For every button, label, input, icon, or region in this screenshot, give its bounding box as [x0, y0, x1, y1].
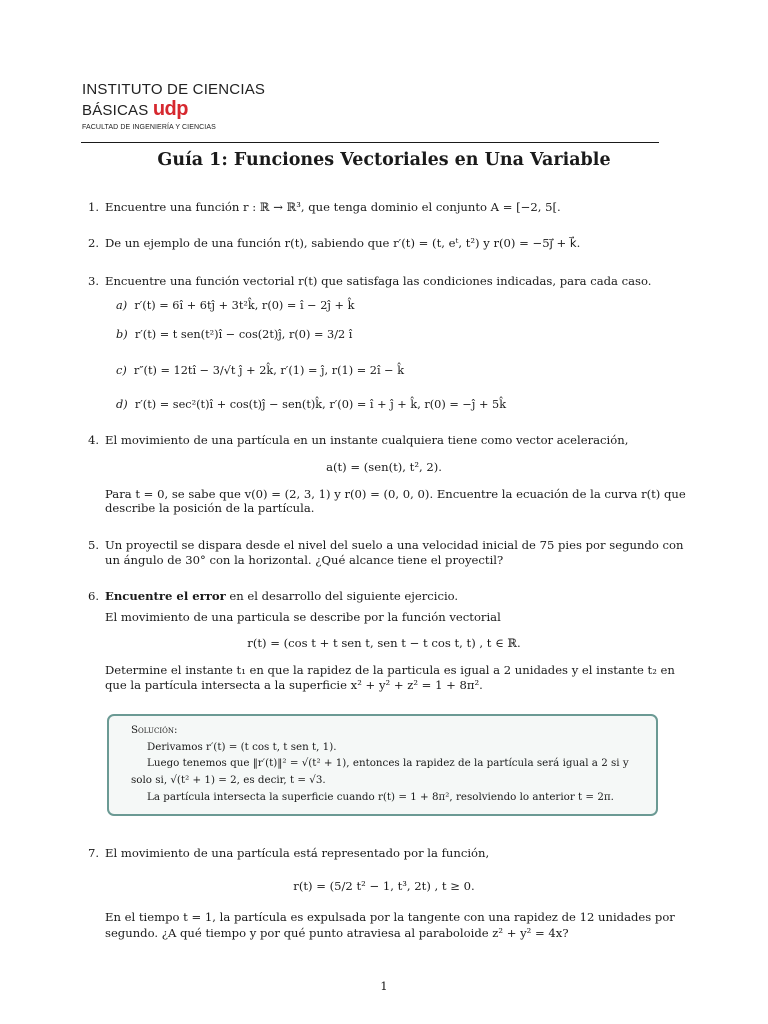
problem-4-number: 4.: [88, 433, 100, 447]
problem-6-line-3: Determine el instante t₁ en que la rapidez de la particula es igual a 2 unidades y el instante t₂ en: [105, 663, 675, 677]
problem-6-number: 6.: [88, 589, 100, 603]
problem-3a-label: a): [116, 299, 128, 312]
problem-3b: [116, 327, 352, 342]
problem-7-number: 7.: [88, 846, 100, 860]
header-rule: [81, 142, 659, 143]
problem-7-text: El movimiento de una partícula está representado por la función,: [105, 846, 490, 860]
institution-logo: [82, 81, 342, 131]
problem-3c-text: r″(t) = 12tî − 3/√t ĵ + 2k̂, r′(1) = ĵ, r(1) = 2î − k̂: [133, 364, 405, 377]
problem-3-number: 3.: [88, 274, 100, 288]
problem-4-equation: a(t) = (sen(t), t², 2).: [326, 460, 442, 474]
problem-6-line-2: El movimiento de una particula se describe por la función vectorial: [105, 610, 501, 624]
problem-4-line-2: Para t = 0, se sabe que v(0) = (2, 3, 1) y r(0) = (0, 0, 0). Encuentre la ecuación de la curva r(t) que: [105, 487, 686, 501]
logo-line-2: [82, 99, 342, 121]
problem-6-bold: Encuentre el error: [105, 589, 226, 603]
problem-4-line-3: describe la posición de la partícula.: [105, 501, 315, 515]
problem-3b-label: b): [116, 328, 128, 341]
problem-5-line-2: un ángulo de 30° con la horizontal. ¿Qué alcance tiene el proyectil?: [105, 553, 504, 567]
problem-1-number: 1.: [88, 200, 100, 214]
problem-4-text: El movimiento de una partícula en un instante cualquiera tiene como vector aceleración,: [105, 433, 629, 447]
problem-3d-label: d): [116, 398, 128, 411]
solution-line-2: Luego tenemos que ‖r′(t)‖² = √(t² + 1), entonces la rapidez de la partícula será igual a 2 si y: [147, 757, 629, 769]
problem-5-number: 5.: [88, 538, 100, 552]
problem-6-line-4: que la partícula intersecta a la superficie x² + y² + z² = 1 + 8π².: [105, 678, 483, 692]
page-title: Guía 1: Funciones Vectoriales en Una Variable: [157, 150, 611, 170]
solution-heading: Solución:: [131, 724, 178, 736]
logo-line-1: INSTITUTO DE CIENCIAS: [82, 81, 266, 98]
problem-3d-text: r′(t) = sec²(t)î + cos(t)ĵ − sen(t)k̂, r′(0) = î + ĵ + k̂, r(0) = −ĵ + 5k̂: [134, 398, 507, 411]
problem-6-text: [105, 589, 458, 604]
solution-line-4: La partícula intersecta la superficie cuando r(t) = 1 + 8π², resolviendo lo anterior t = 2π.: [147, 791, 614, 803]
problem-3c-label: c): [116, 364, 127, 377]
problem-2-number: 2.: [88, 236, 100, 250]
problem-5-line-1: Un proyectil se dispara desde el nivel del suelo a una velocidad inicial de 75 pies por segundo con: [105, 538, 684, 552]
problem-7-equation: r(t) = (5/2 t² − 1, t³, 2t) , t ≥ 0.: [293, 879, 475, 893]
solution-line-3: solo si, √(t² + 1) = 2, es decir, t = √3.: [131, 774, 326, 786]
problem-6-equation: r(t) = (cos t + t sen t, sen t − t cos t, t) , t ∈ ℝ.: [247, 636, 521, 650]
solution-line-1: Derivamos r′(t) = (t cos t, t sen t, 1).: [147, 741, 337, 753]
problem-6-rest: en el desarrollo del siguiente ejercicio.: [225, 589, 459, 603]
problem-3a: [116, 298, 354, 313]
problem-3a-text: r′(t) = 6î + 6tĵ + 3t²k̂, r(0) = î − 2ĵ + k̂: [134, 299, 355, 312]
problem-1-text: Encuentre una función r : ℝ → ℝ³, que tenga dominio el conjunto A = [−2, 5[.: [105, 200, 561, 214]
problem-7-line-3: segundo. ¿A qué tiempo y por qué punto atraviesa al paraboloide z² + y² = 4x?: [105, 926, 569, 940]
problem-2-text: De un ejemplo de una función r(t), sabiendo que r′(t) = (t, eᵗ, t²) y r(0) = −5j⃗ + k⃗.: [105, 236, 581, 250]
problem-7-line-2: En el tiempo t = 1, la partícula es expulsada por la tangente con una rapidez de 12 unidades por: [105, 910, 675, 924]
problem-3d: [116, 397, 506, 412]
problem-3-text: Encuentre una función vectorial r(t) que satisfaga las condiciones indicadas, para cada caso.: [105, 274, 652, 288]
logo-faculty: FACULTAD DE INGENIERÍA Y CIENCIAS: [82, 124, 216, 131]
page-number: 1: [380, 979, 388, 993]
problem-3b-text: r′(t) = t sen(t²)î − cos(2t)ĵ, r(0) = 3/2 î: [134, 328, 353, 341]
logo-udp-brand: udp: [152, 98, 188, 120]
logo-basicas: BÁSICAS: [82, 102, 149, 119]
problem-3c: [116, 363, 404, 378]
